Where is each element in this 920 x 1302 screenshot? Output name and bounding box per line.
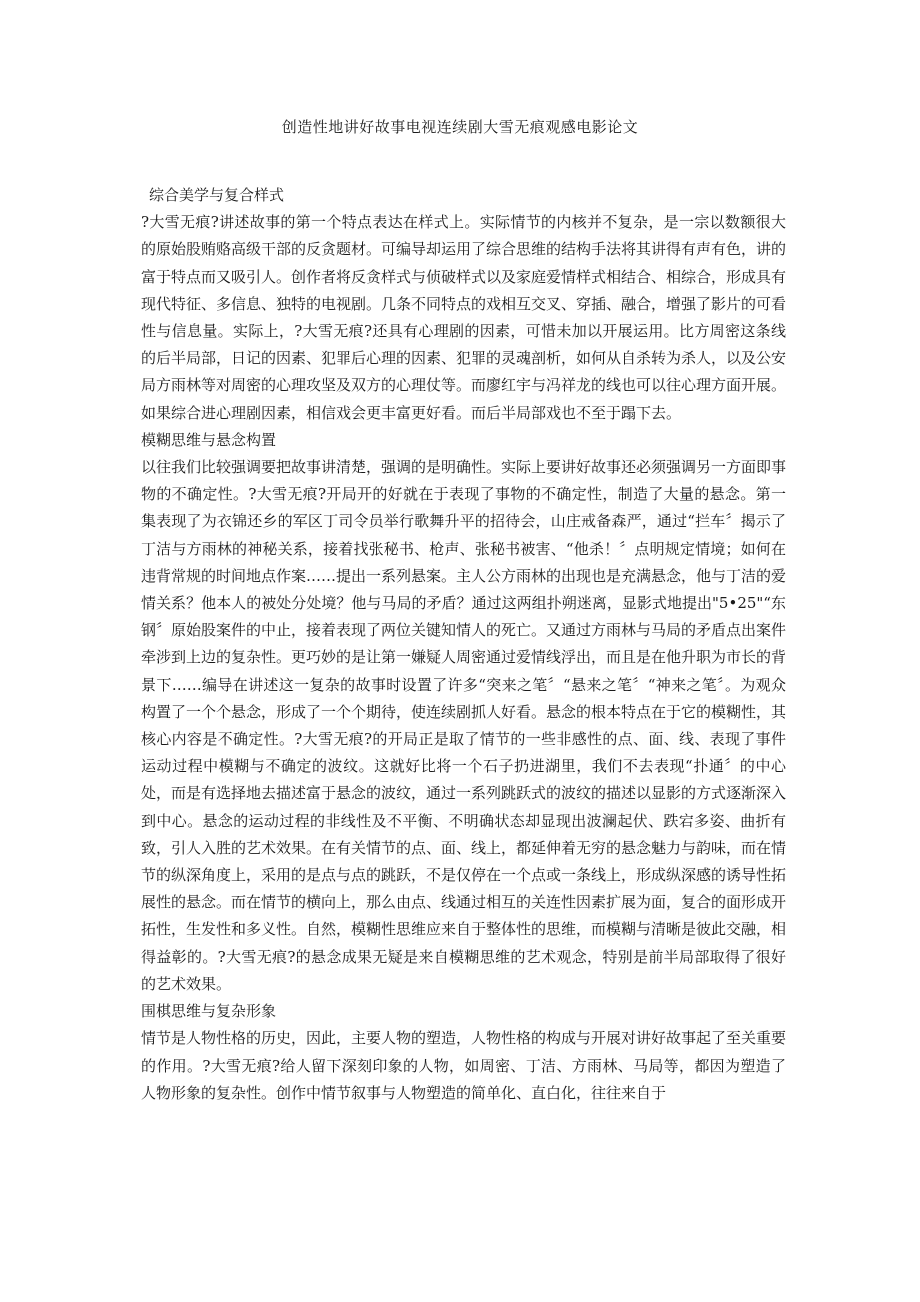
section-paragraph-suspense: 以往我们比较强调要把故事讲清楚，强调的是明确性。实际上要讲好故事还必须强调另一方面即事物的不确定性。?大雪无痕?开局开的好就在于表现了事物的不确定性，制造了大量的悬念。第一集表现了为衣锦还乡的军区丁司令员举行歌舞升平的招待会，山庄戒备森严，通过“拦车〞揭示了丁洁与方雨林的神秘关系，接着找张秘书、枪声、张秘书被害、“他杀！〞点明规定情境；如何在违背常规的时间地点作案……提出一系列悬案。主人公方雨林的出现也是充满悬念，他与丁洁的爱情关系？他本人的被处分处境？他与马局的矛盾？通过这两组扑朔迷离，显影式地提出"5•25"“东钢〞原始股案件的中止，接着表现了两位关键知情人的死亡。又通过方雨林与马局的矛盾点出案件牵涉到上边的复杂性。更巧妙的是让第一嫌疑人周密通过爱情线浮出，而且是在他升职为市长的背景下……编导在讲述这一复杂的故事时设置了许多“突来之笔〞“悬来之笔〞“神来之笔〞。为观众构置了一个个悬念，形成了一个个期待，使连续剧抓人好看。悬念的根本特点在于它的模糊性，其核心内容是不确定性。?大雪无痕?的开局正是取了情节的一些非感性的点、面、线、表现了事件运动过程中模糊与不确定的波纹。这就好比将一个石子扔进湖里，我们不去表现“扑通〞的中心处，而是有选择地去描述富于悬念的波纹，通过一系列跳跃式的波纹的描述以显影的方式逐渐深入到中心。悬念的运动过程的非线性及不平衡、不明确状态却显现出波澜起伏、跌宕多姿、曲折有致，引人入胜的艺术效果。在有关情节的点、面、线上，都延伸着无穷的悬念魅力与韵味，而在情节的纵深角度上，采用的是点与点的跳跃，不是仅停在一个点或一条线上，形成纵深感的诱导性拓展性的悬念。而在情节的横向上，那么由点、线通过相互的关连性因素扩展为面，复合的面形成开拓性，生发性和多义性。自然，模糊性思维应来自于整体性的思维，而模糊与清晰是彼此交融，相得益彰的。?大雪无痕?的悬念成果无疑是来自模糊思维的艺术观念，特别是前半局部取得了很好的艺术效果。: [141, 458, 787, 993]
section-paragraph-characters: 情节是人物性格的历史，因此，主要人物的塑造，人物性格的构成与开展对讲好故事起了至关重要的作用。?大雪无痕?给人留下深刻印象的人物，如周密、丁洁、方雨林、马局等，都因为塑造了人物形象的复杂性。创作中情节叙事与人物塑造的简单化、直白化，往往来自于: [141, 1029, 787, 1102]
document-title: 创造性地讲好故事电视连续剧大雪无痕观感电影论文: [281, 118, 639, 136]
section-heading-aesthetics: 综合美学与复合样式: [149, 186, 285, 204]
section-paragraph-aesthetics: ?大雪无痕?讲述故事的第一个特点表达在样式上。实际情节的内核并不复杂，是一宗以数额很大的原始股贿赂高级干部的反贪题材。可编导却运用了综合思维的结构手法将其讲得有声有色，讲的富于特点而又吸引人。创作者将反贪样式与侦破样式以及家庭爱情样式相结合、相综合，形成具有现代特征、多信息、独特的电视剧。几条不同特点的戏相互交叉、穿插、融合，增强了影片的可看性与信息量。实际上，?大雪无痕?还具有心理剧的因素，可惜未加以开展运用。比方周密这条线的后半局部，日记的因素、犯罪后心理的因素、犯罪的灵魂剖析，如何从自杀转为杀人，以及公安局方雨林等对周密的心理攻坚及双方的心理仗等。而廖红宇与冯祥龙的线也可以往心理方面开展。如果综合进心理剧因素，相信戏会更丰富更好看。而后半局部戏也不至于蹋下去。: [141, 213, 787, 422]
document-body: [141, 182, 786, 1107]
section-heading-suspense: 模糊思维与悬念构置: [141, 430, 277, 449]
section-heading-characters: 围棋思维与复杂形象: [141, 1002, 277, 1021]
